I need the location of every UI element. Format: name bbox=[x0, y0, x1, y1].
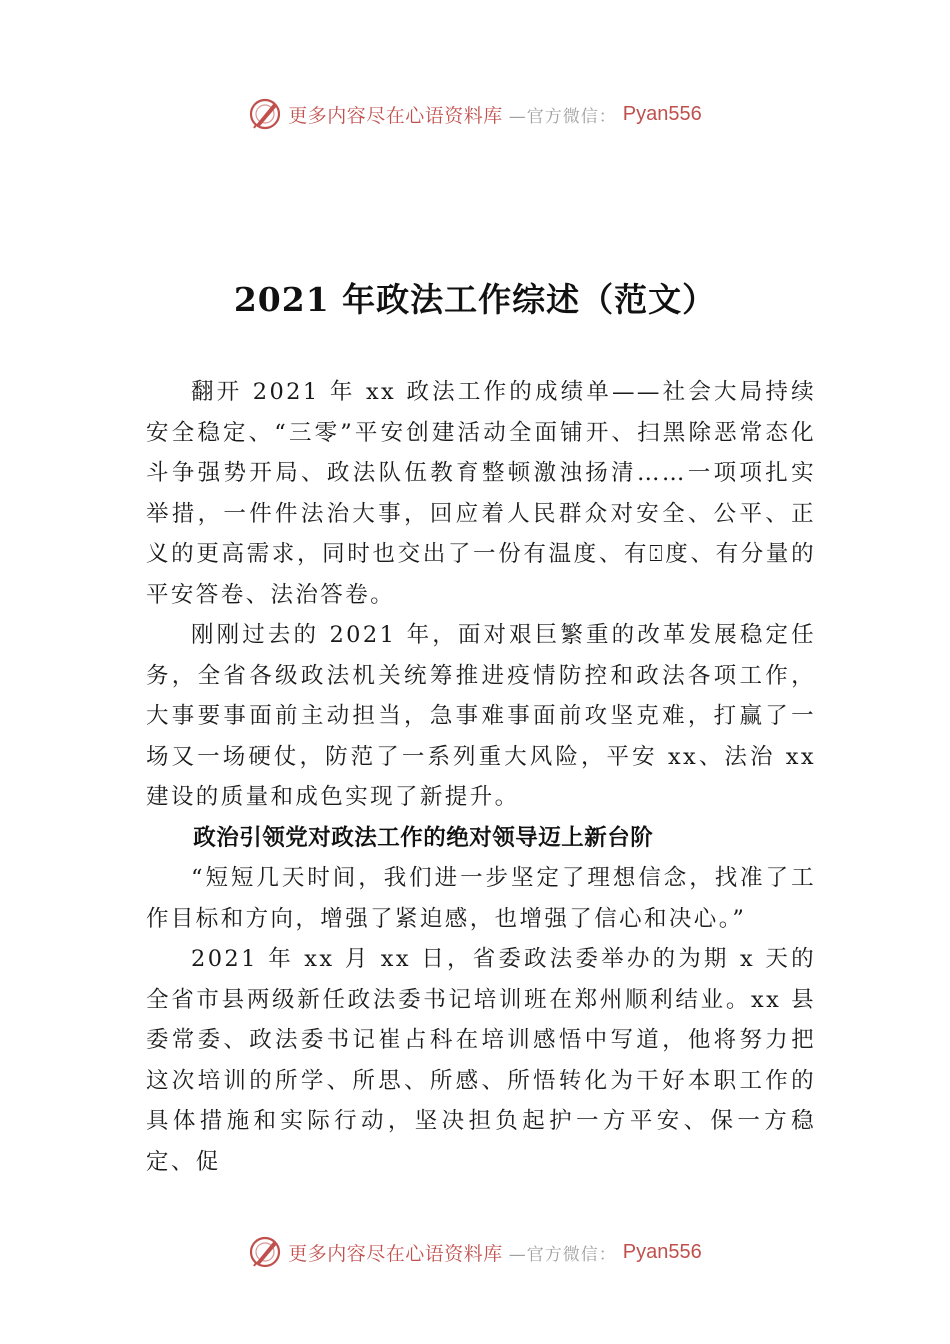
banner-site-name: 更多内容尽在心语资料库 bbox=[288, 1242, 503, 1265]
banner-site-name: 更多内容尽在心语资料库 bbox=[288, 104, 503, 127]
banner-wechat-label: —官方微信： bbox=[508, 106, 617, 127]
banner-wechat-id: Pyan556 bbox=[622, 102, 702, 125]
banner-wechat-id: Pyan556 bbox=[622, 1240, 702, 1263]
footer-banner bbox=[0, 1232, 950, 1272]
header-banner bbox=[0, 94, 950, 134]
quill-pen-logo-icon bbox=[248, 1235, 282, 1269]
section-heading: 政治引领党对政法工作的绝对领导迈上新台阶 bbox=[193, 824, 654, 851]
document-title: 2021 年政法工作综述（范文） bbox=[233, 280, 717, 320]
body-paragraph: 2021 年 xx 月 xx 日，省委政法委举办的为期 x 天的全省市县两级新任政法委书记培训班在郑州顺利结业。xx 县委常委、政法委书记崔占科在培训感悟中写道，他将努力把这次培训的所学、所思、所感、所悟转化为干好本职工作的具体措施和实际行动，坚决担负起护一方平安、保一方稳定、促 bbox=[146, 946, 816, 1175]
banner-wechat-label: —官方微信： bbox=[508, 1244, 617, 1265]
body-paragraph: “短短几天时间，我们进一步坚定了理想信念，找准了工作目标和方向，增强了紧迫感，也增强了信心和决心。” bbox=[146, 865, 816, 932]
body-paragraph: 刚刚过去的 2021 年，面对艰巨繁重的改革发展稳定任务，全省各级政法机关统筹推进疫情防控和政法各项工作， 大事要事面前主动担当，急事难事面前攻坚克难，打赢了一场又一场硬仗，防范了一系列重大风险，平安 xx、法治 xx 建设的质量和成色实现了新提升。 bbox=[146, 622, 816, 810]
document-body bbox=[146, 372, 816, 1182]
quill-pen-logo-icon bbox=[248, 97, 282, 131]
body-paragraph: 翻开 2021 年 xx 政法工作的成绩单——社会大局持续安全稳定、“三零”平安创建活动全面铺开、扫黑除恶常态化斗争强势开局、政法队伍教育整顿激浊扬清……一项项扎实举措，一件件法治大事，回应着人民群众对安全、公平、正义的更高需求，同时也交出了一份有温度、有⍠度、有分量的平安答卷、法治答卷。 bbox=[146, 379, 816, 608]
